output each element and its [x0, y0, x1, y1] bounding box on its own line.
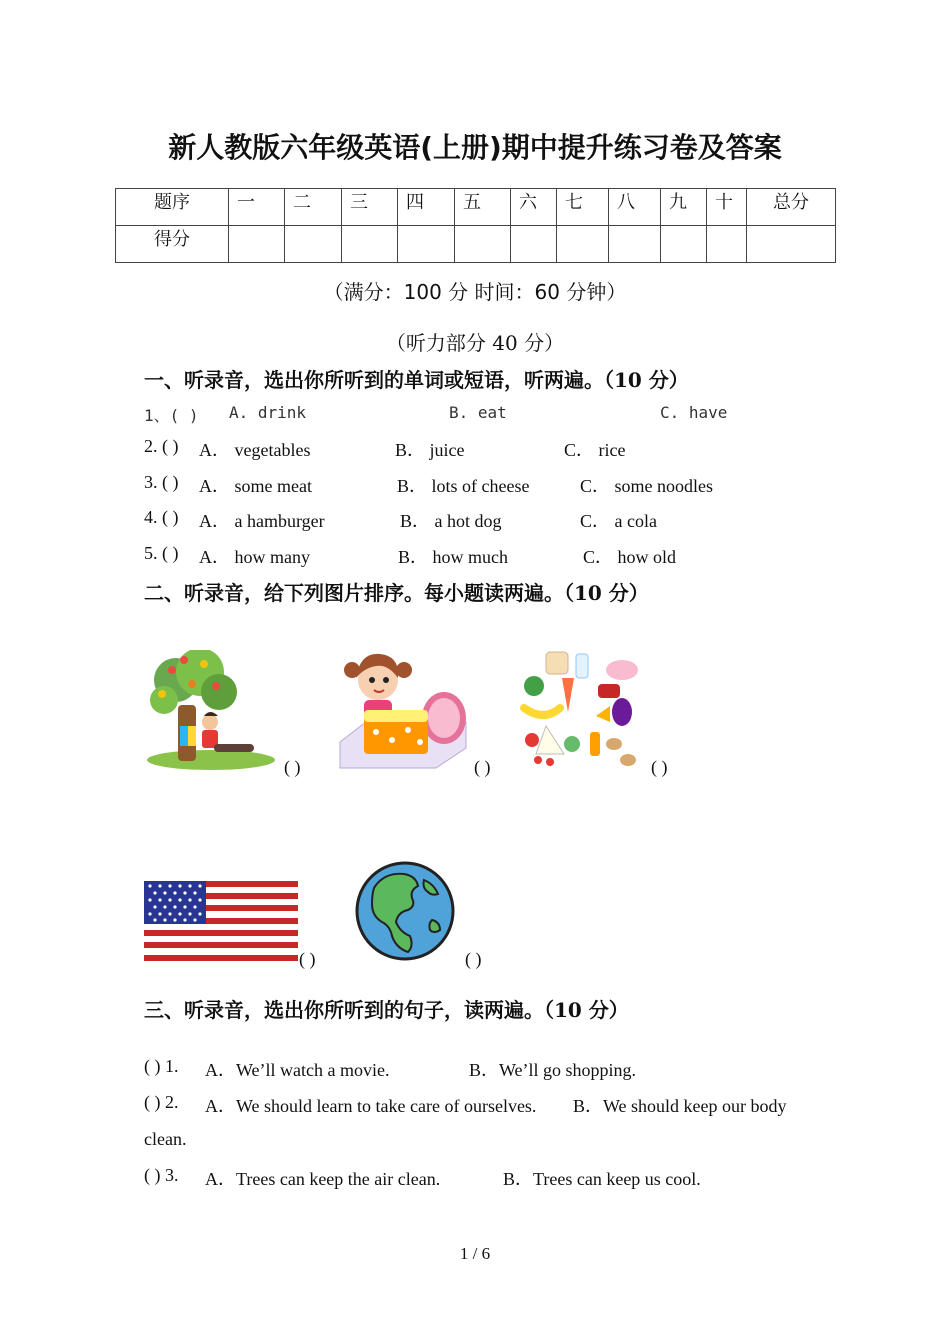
question-number: 2. ( ): [144, 436, 179, 456]
girl-with-cake-icon: [336, 652, 470, 774]
answer-blank[interactable]: ( ): [299, 949, 316, 969]
score-table-score-row: [116, 226, 836, 263]
table-cell: 二: [285, 189, 342, 226]
option-b: B． a hot dog: [400, 511, 502, 531]
option-b: B. eat: [449, 403, 507, 422]
table-cell: 九: [661, 189, 707, 226]
score-cell[interactable]: [398, 226, 455, 263]
answer-blank[interactable]: ( ): [284, 757, 301, 777]
earth-globe-icon: [354, 860, 456, 962]
answer-blank[interactable]: ( ): [651, 757, 668, 777]
table-cell: 得分: [116, 226, 229, 263]
score-cell[interactable]: [285, 226, 342, 263]
option-a: A． vegetables: [199, 440, 311, 460]
table-cell: 七: [557, 189, 609, 226]
question-number: ( ) 2.: [144, 1092, 179, 1112]
section-3-heading: 三、听录音，选出你所听到的句子，读两遍。（10 分）: [144, 998, 629, 1022]
question-number: 5. ( ): [144, 543, 179, 563]
option-b: B． how much: [398, 547, 508, 567]
answer-blank[interactable]: ( ): [465, 949, 482, 969]
option-b: B．We’ll go shopping.: [469, 1060, 637, 1080]
option-a: A．We should learn to take care of ourselves.: [205, 1096, 537, 1116]
table-cell: 八: [609, 189, 661, 226]
score-cell[interactable]: [747, 226, 836, 263]
score-cell[interactable]: [609, 226, 661, 263]
score-cell[interactable]: [342, 226, 398, 263]
table-cell: 题序: [116, 189, 229, 226]
question-number: 4. ( ): [144, 507, 179, 527]
usa-flag-icon: [144, 881, 298, 961]
score-cell[interactable]: [455, 226, 511, 263]
option-c: C. have: [660, 403, 728, 422]
option-b-continuation: clean.: [144, 1129, 187, 1149]
question-number: 3. ( ): [144, 472, 179, 492]
listening-part-label: （听力部分 40 分）: [385, 331, 565, 355]
section-2-heading: 二、听录音，给下列图片排序。每小题读两遍。（10 分）: [144, 581, 649, 605]
tree-reading-boy-icon: [144, 650, 278, 772]
option-c: C． how old: [583, 547, 677, 567]
option-a: A． some meat: [199, 476, 312, 496]
food-collection-icon: [518, 648, 642, 772]
page-number: 1 / 6: [459, 1244, 491, 1263]
score-cell[interactable]: [661, 226, 707, 263]
option-b: B．We should keep our body: [573, 1096, 787, 1116]
table-cell: 三: [342, 189, 398, 226]
table-cell: 六: [511, 189, 557, 226]
score-cell[interactable]: [557, 226, 609, 263]
question-number: 1、( ): [144, 406, 199, 425]
question-number: ( ) 1.: [144, 1056, 179, 1076]
table-cell: 十: [707, 189, 747, 226]
option-b: B． juice: [395, 440, 465, 460]
option-b: B．Trees can keep us cool.: [503, 1169, 701, 1189]
score-cell[interactable]: [229, 226, 285, 263]
score-cell[interactable]: [707, 226, 747, 263]
table-cell: 一: [229, 189, 285, 226]
option-a: A．We’ll watch a movie.: [205, 1060, 390, 1080]
table-cell: 五: [455, 189, 511, 226]
option-c: C． a cola: [580, 511, 657, 531]
option-a: A. drink: [229, 403, 307, 422]
answer-blank[interactable]: ( ): [474, 757, 491, 777]
option-a: A． a hamburger: [199, 511, 325, 531]
score-cell[interactable]: [511, 226, 557, 263]
option-a: A．Trees can keep the air clean.: [205, 1169, 441, 1189]
option-a: A． how many: [199, 547, 310, 567]
score-table-header-row: [116, 189, 836, 226]
table-cell: 总分: [747, 189, 836, 226]
page-title: 新人教版六年级英语(上册)期中提升练习卷及答案: [168, 131, 782, 164]
score-table: [115, 188, 836, 263]
option-b: B． lots of cheese: [397, 476, 530, 496]
table-cell: 四: [398, 189, 455, 226]
section-1-heading: 一、听录音，选出你所听到的单词或短语，听两遍。（10 分）: [144, 368, 689, 392]
option-c: C． some noodles: [580, 476, 713, 496]
question-number: ( ) 3.: [144, 1165, 179, 1185]
score-time-info: （满分：100 分 时间：60 分钟）: [323, 280, 627, 304]
option-c: C． rice: [564, 440, 626, 460]
